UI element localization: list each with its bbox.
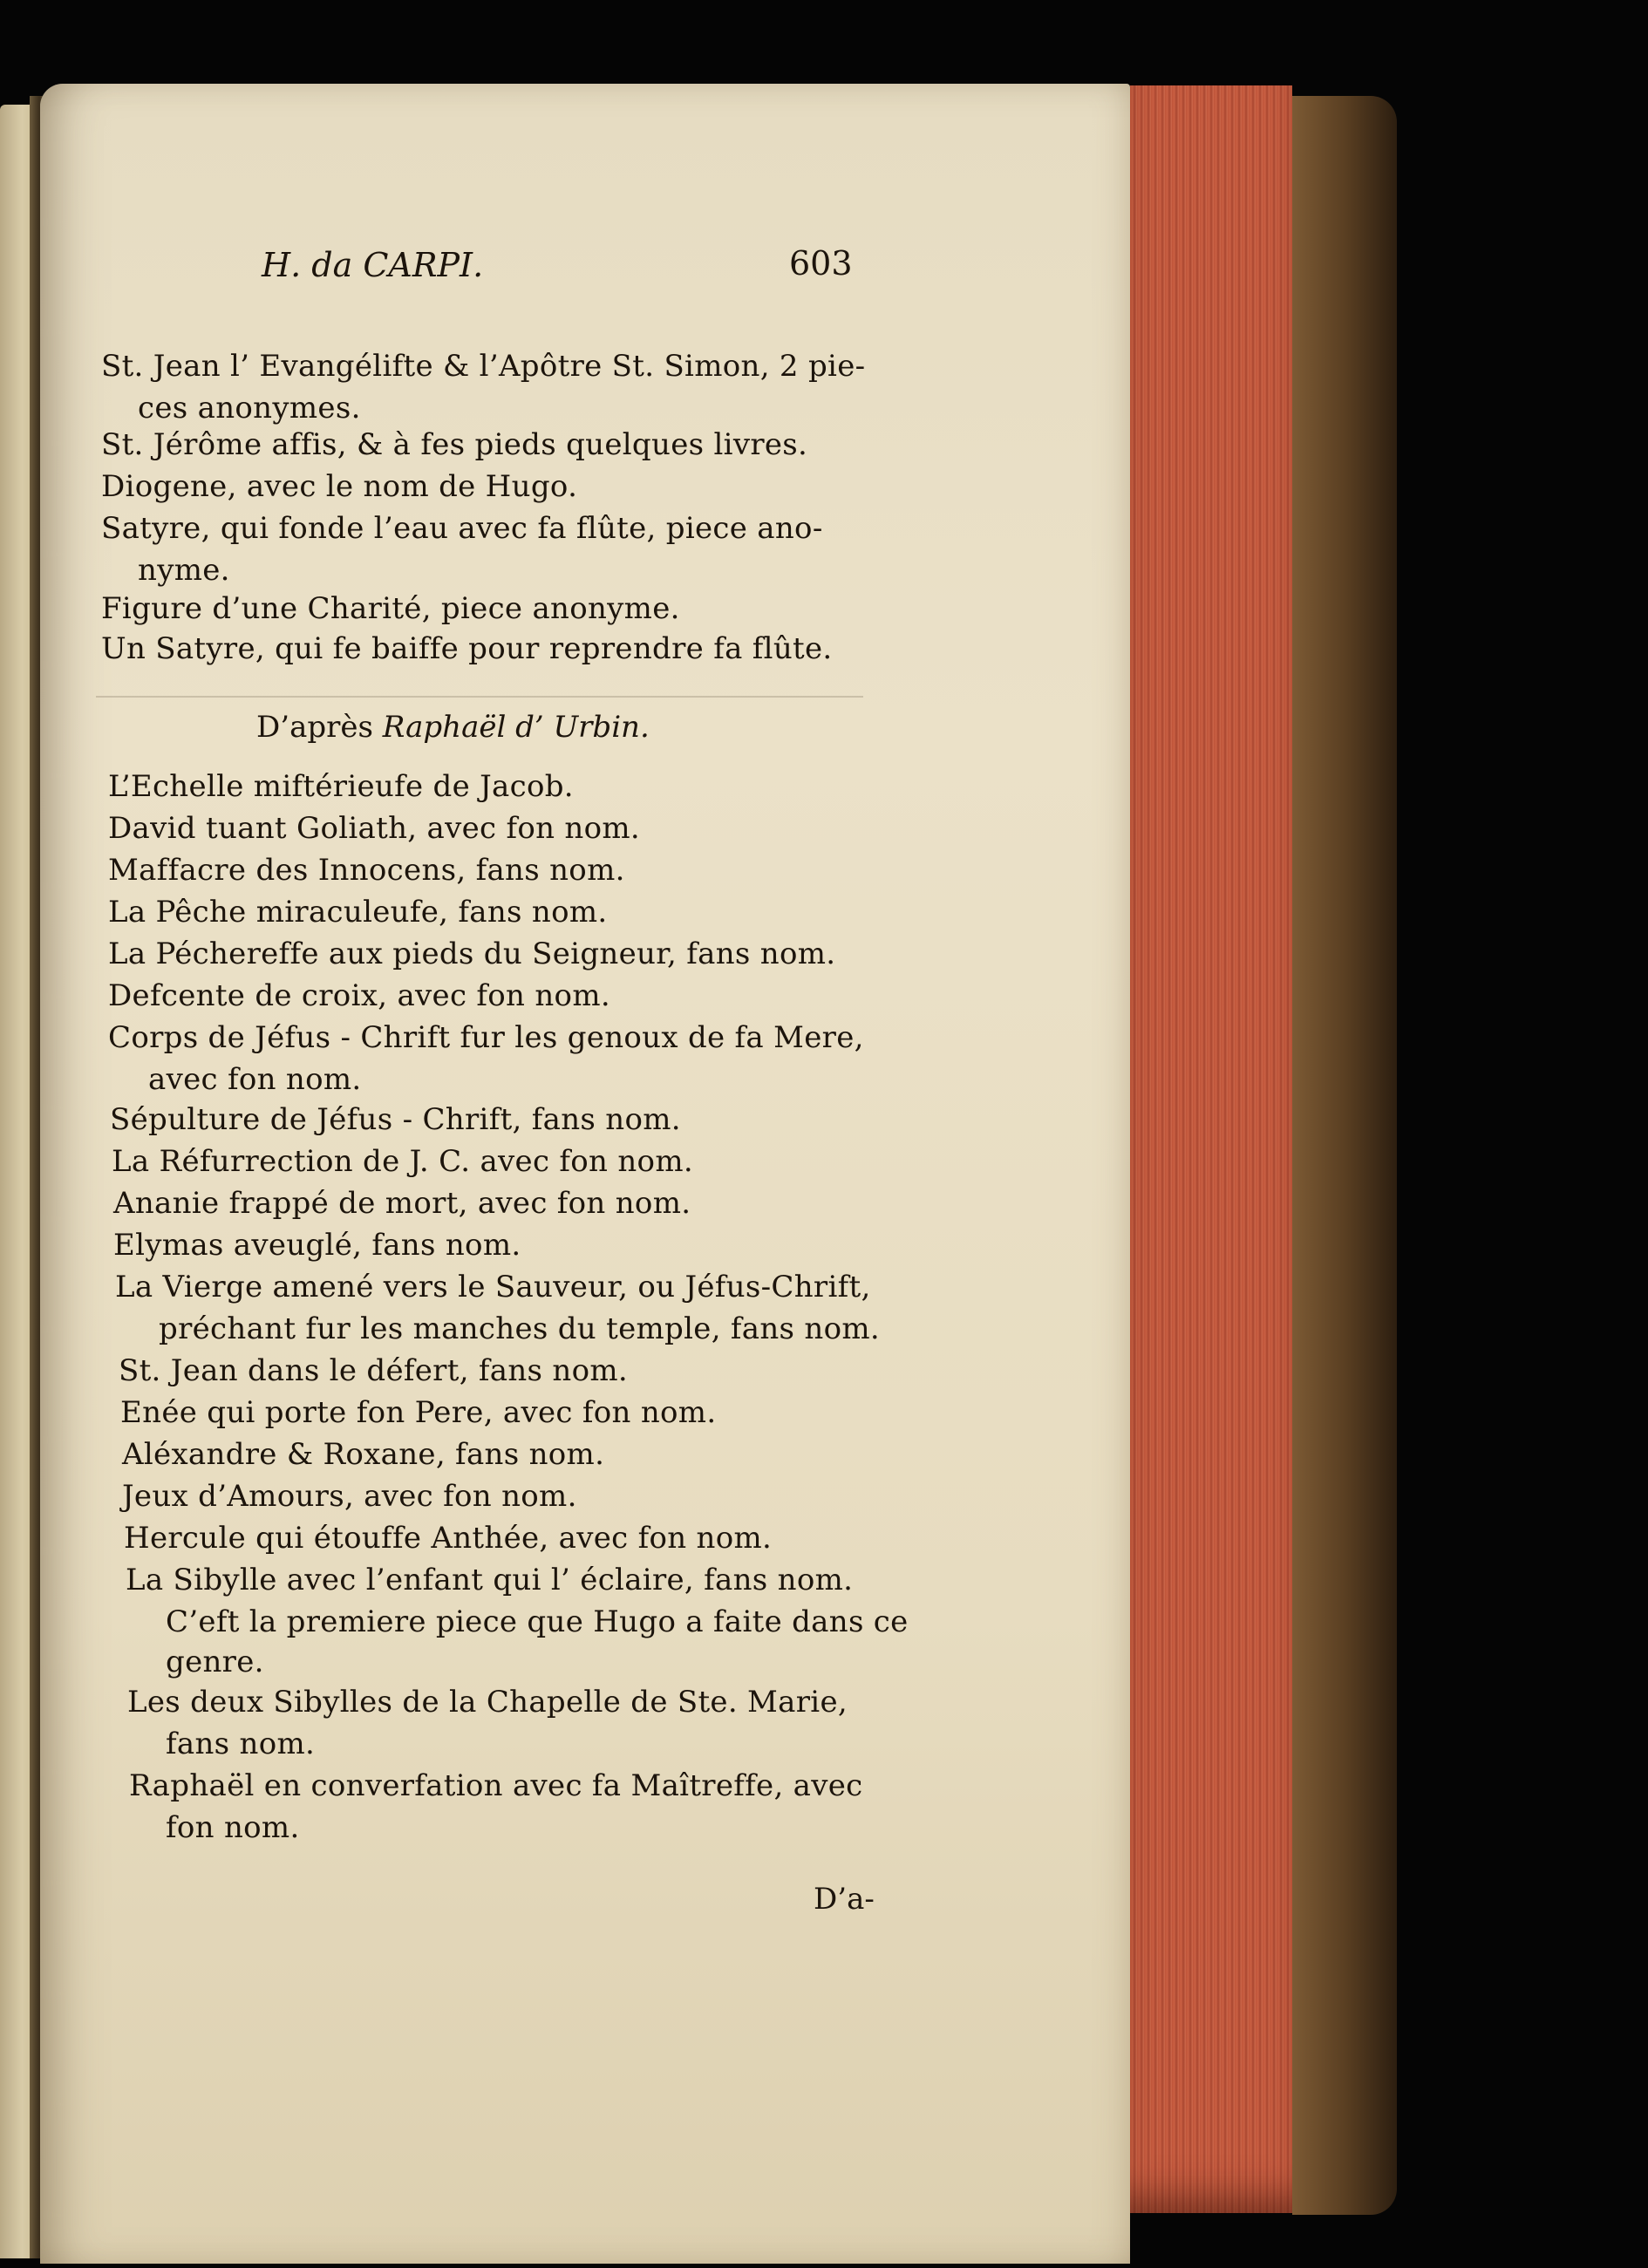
section-divider bbox=[96, 696, 863, 698]
entry-line: La Pêche miraculeufe, fans nom. bbox=[108, 895, 608, 930]
entry-line: Elymas aveuglé, fans nom. bbox=[113, 1228, 521, 1263]
entry-line: fon nom. bbox=[166, 1810, 300, 1845]
entry-line: Sépulture de Jéfus - Chrift, fans nom. bbox=[110, 1102, 681, 1137]
entry-line: La Sibylle avec l’enfant qui l’ éclaire, fans nom. bbox=[126, 1563, 854, 1597]
section-artist-name: Raphaël d’ Urbin. bbox=[382, 710, 650, 745]
page-number: 603 bbox=[789, 244, 853, 283]
entry-line: avec fon nom. bbox=[148, 1062, 362, 1097]
running-title: H. da CARPI. bbox=[262, 246, 484, 284]
section-prefix: D’après bbox=[256, 710, 373, 745]
entry-line: L’Echelle miftérieufe de Jacob. bbox=[108, 769, 574, 804]
entry-line: La Réfurrection de J. C. avec fon nom. bbox=[112, 1144, 693, 1179]
entry-line: genre. bbox=[166, 1645, 264, 1679]
entry-line: Jeux d’Amours, avec fon nom. bbox=[122, 1479, 577, 1514]
section-heading bbox=[256, 710, 650, 745]
entry-line: fans nom. bbox=[166, 1727, 316, 1761]
entry-line: Les deux Sibylles de la Chapelle de Ste. Marie, bbox=[127, 1685, 848, 1720]
catchword: D’a- bbox=[814, 1882, 875, 1917]
entry-line: nyme. bbox=[138, 553, 230, 588]
entry-line: Satyre, qui fonde l’eau avec fa flûte, piece ano- bbox=[101, 511, 823, 546]
entry-line: Corps de Jéfus - Chrift fur les genoux de fa Mere, bbox=[108, 1020, 864, 1055]
entry-line: Defcente de croix, avec fon nom. bbox=[108, 978, 610, 1013]
entry-line: David tuant Goliath, avec fon nom. bbox=[108, 811, 641, 846]
entry-line: Figure d’une Charité, piece anonyme. bbox=[101, 591, 680, 626]
entry-line: St. Jean l’ Evangélifte & l’Apôtre St. Simon, 2 pie- bbox=[101, 349, 866, 384]
entry-line: C’eft la premiere piece que Hugo a faite dans ce bbox=[166, 1604, 909, 1639]
entry-line: St. Jérôme affis, & à fes pieds quelques livres. bbox=[101, 427, 808, 462]
entry-line: Enée qui porte fon Pere, avec fon nom. bbox=[120, 1395, 717, 1430]
entry-line: Un Satyre, qui fe baiffe pour reprendre fa flûte. bbox=[101, 631, 833, 666]
entry-line: Ananie frappé de mort, avec fon nom. bbox=[113, 1186, 691, 1221]
entry-line: préchant fur les manches du temple, fans nom. bbox=[159, 1311, 881, 1346]
entry-line: Hercule qui étouffe Anthée, avec fon nom. bbox=[124, 1521, 773, 1556]
entry-line: Maffacre des Innocens, fans nom. bbox=[108, 853, 625, 888]
entry-line: La Vierge amené vers le Sauveur, ou Jéfus-Chrift, bbox=[115, 1270, 871, 1304]
entry-line: Aléxandre & Roxane, fans nom. bbox=[122, 1437, 605, 1472]
entry-line: ces anonymes. bbox=[138, 391, 361, 426]
entry-line: Raphaël en converfation avec fa Maîtreffe, avec bbox=[129, 1768, 863, 1803]
entry-line: Diogene, avec le nom de Hugo. bbox=[101, 469, 578, 504]
entry-line: St. Jean dans le défert, fans nom. bbox=[119, 1353, 629, 1388]
entry-line: La Péchereffe aux pieds du Seigneur, fans nom. bbox=[108, 936, 836, 971]
